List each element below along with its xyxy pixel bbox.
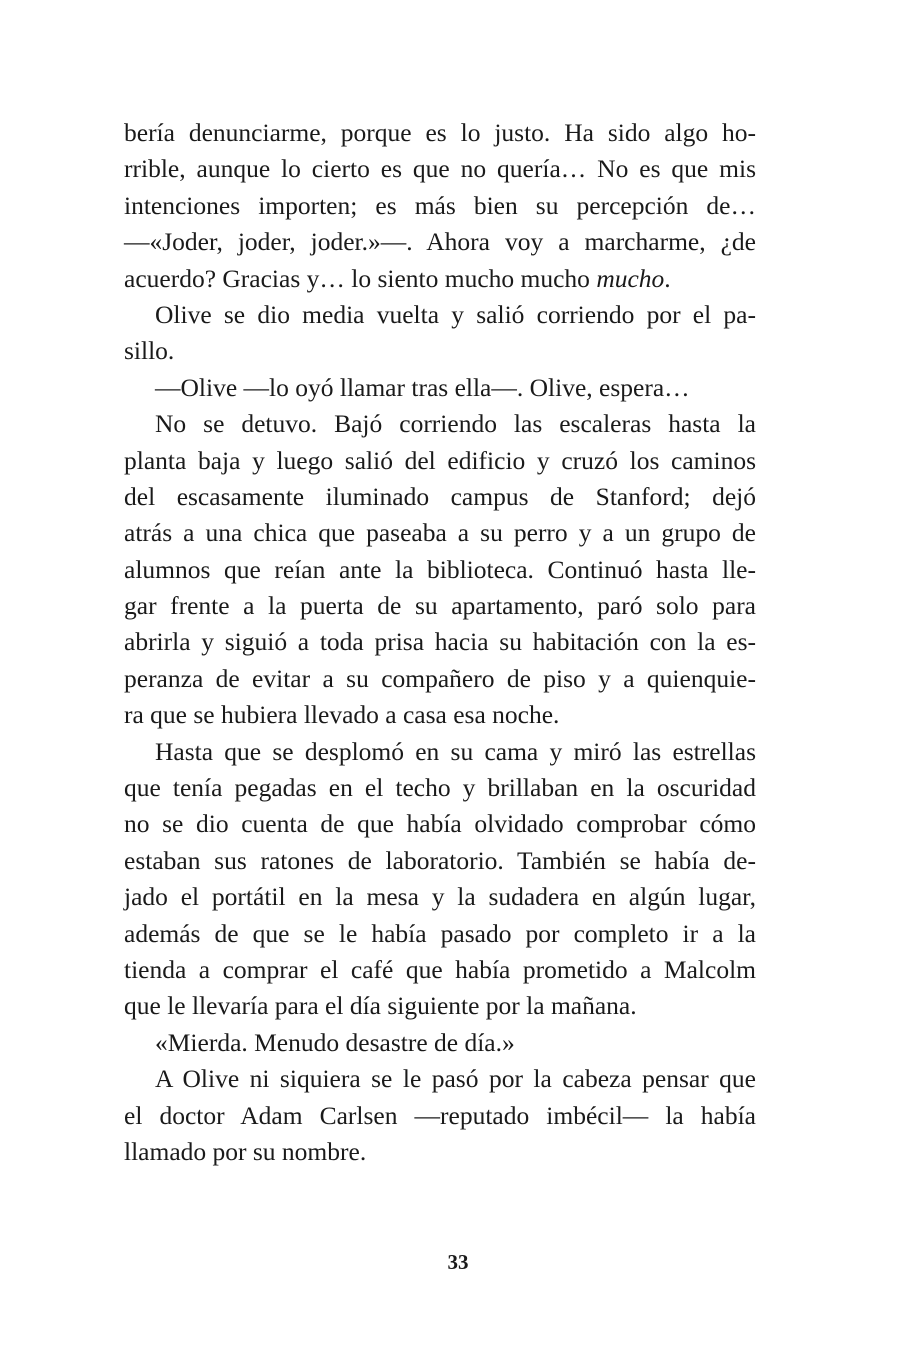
- text-line-content: Olive se dio media vuelta y salió corriendo por el pa-: [155, 299, 756, 329]
- text-line-content: A Olive ni siquiera se le pasó por la cabeza pensar que: [155, 1064, 756, 1094]
- text-line: [124, 1025, 756, 1061]
- text-line-content: Hasta que se desplomó en su cama y miró las estrellas: [155, 736, 756, 766]
- text-line: [124, 697, 756, 733]
- text-line-content: tienda a comprar el café que había prometido a Malcolm: [124, 954, 756, 984]
- text-line: [124, 806, 756, 842]
- text-line-content: «Mierda. Menudo desastre de día.»: [155, 1027, 515, 1057]
- text-line-content: sillo.: [124, 336, 175, 366]
- page-number: 33: [447, 1250, 469, 1274]
- text-line-content: jado el portátil en la mesa y la sudadera en algún lugar,: [124, 882, 756, 912]
- text-line: [124, 588, 756, 624]
- text-line-content: abrirla y siguió a toda prisa hacia su habitación con la es-: [124, 627, 756, 657]
- text-line-content: atrás a una chica que paseaba a su perro y a un grupo de: [124, 518, 756, 548]
- text-line: [124, 188, 756, 224]
- text-line: [124, 988, 756, 1024]
- text-line: [124, 370, 756, 406]
- text-line: [124, 661, 756, 697]
- text-line-content: no se dio cuenta de que había olvidado comprobar cómo: [124, 809, 756, 839]
- page-body-text: [124, 115, 756, 1170]
- text-line-content: del escasamente iluminado campus de Stanford; dejó: [124, 481, 756, 511]
- text-line: [124, 115, 756, 151]
- text-line: [124, 734, 756, 770]
- text-line-content: gar frente a la puerta de su apartamento, paró solo para: [124, 591, 756, 621]
- emphasized-word: mucho: [596, 263, 665, 293]
- text-line-tail: .: [664, 263, 671, 293]
- text-line-content: bería denunciarme, porque es lo justo. Ha sido algo ho-: [124, 118, 756, 147]
- text-line: [124, 552, 756, 588]
- text-line-content: alumnos que reían ante la biblioteca. Continuó hasta lle-: [124, 554, 756, 584]
- text-line: [124, 952, 756, 988]
- text-line: [124, 515, 756, 551]
- text-line: [124, 333, 756, 369]
- text-line: [124, 879, 756, 915]
- text-line: [124, 916, 756, 952]
- text-line-content: el doctor Adam Carlsen —reputado imbécil— la había: [124, 1100, 756, 1130]
- text-line-content: además de que se le había pasado por completo ir a la: [124, 918, 756, 948]
- text-line-content: rrible, aunque lo cierto es que no quería… No es que mis: [124, 154, 756, 184]
- text-line: [124, 1134, 756, 1170]
- text-line: [124, 770, 756, 806]
- text-line-content: estaban sus ratones de laboratorio. También se había de-: [124, 845, 756, 875]
- text-line: [124, 151, 756, 187]
- text-line: [124, 261, 756, 297]
- text-line-content: —Olive —lo oyó llamar tras ella—. Olive, espera…: [155, 372, 690, 402]
- text-line-content: que le llevaría para el día siguiente por la mañana.: [124, 991, 637, 1021]
- text-line: [124, 297, 756, 333]
- text-line: [124, 624, 756, 660]
- text-line-content: llamado por su nombre.: [124, 1136, 367, 1166]
- text-line-content: intenciones importen; es más bien su percepción de…: [124, 190, 756, 220]
- text-line: [124, 1061, 756, 1097]
- text-line-content: planta baja y luego salió del edificio y cruzó los caminos: [124, 445, 756, 475]
- text-line-content: No se detuvo. Bajó corriendo las escaleras hasta la: [155, 409, 756, 439]
- text-line: [124, 1098, 756, 1134]
- text-line-content: peranza de evitar a su compañero de piso y a quienquie-: [124, 663, 756, 693]
- text-line: [124, 224, 756, 260]
- text-line-content: que tenía pegadas en el techo y brillaban en la oscuridad: [124, 773, 756, 803]
- text-line-content: —«Joder, joder, joder.»—. Ahora voy a marcharme, ¿de: [124, 227, 756, 257]
- text-line: [124, 843, 756, 879]
- text-line-content: acuerdo? Gracias y… lo siento mucho mucho: [124, 263, 597, 293]
- text-line: [124, 479, 756, 515]
- text-line-content: ra que se hubiera llevado a casa esa noche.: [124, 700, 560, 730]
- text-line: [124, 443, 756, 479]
- text-line: [124, 406, 756, 442]
